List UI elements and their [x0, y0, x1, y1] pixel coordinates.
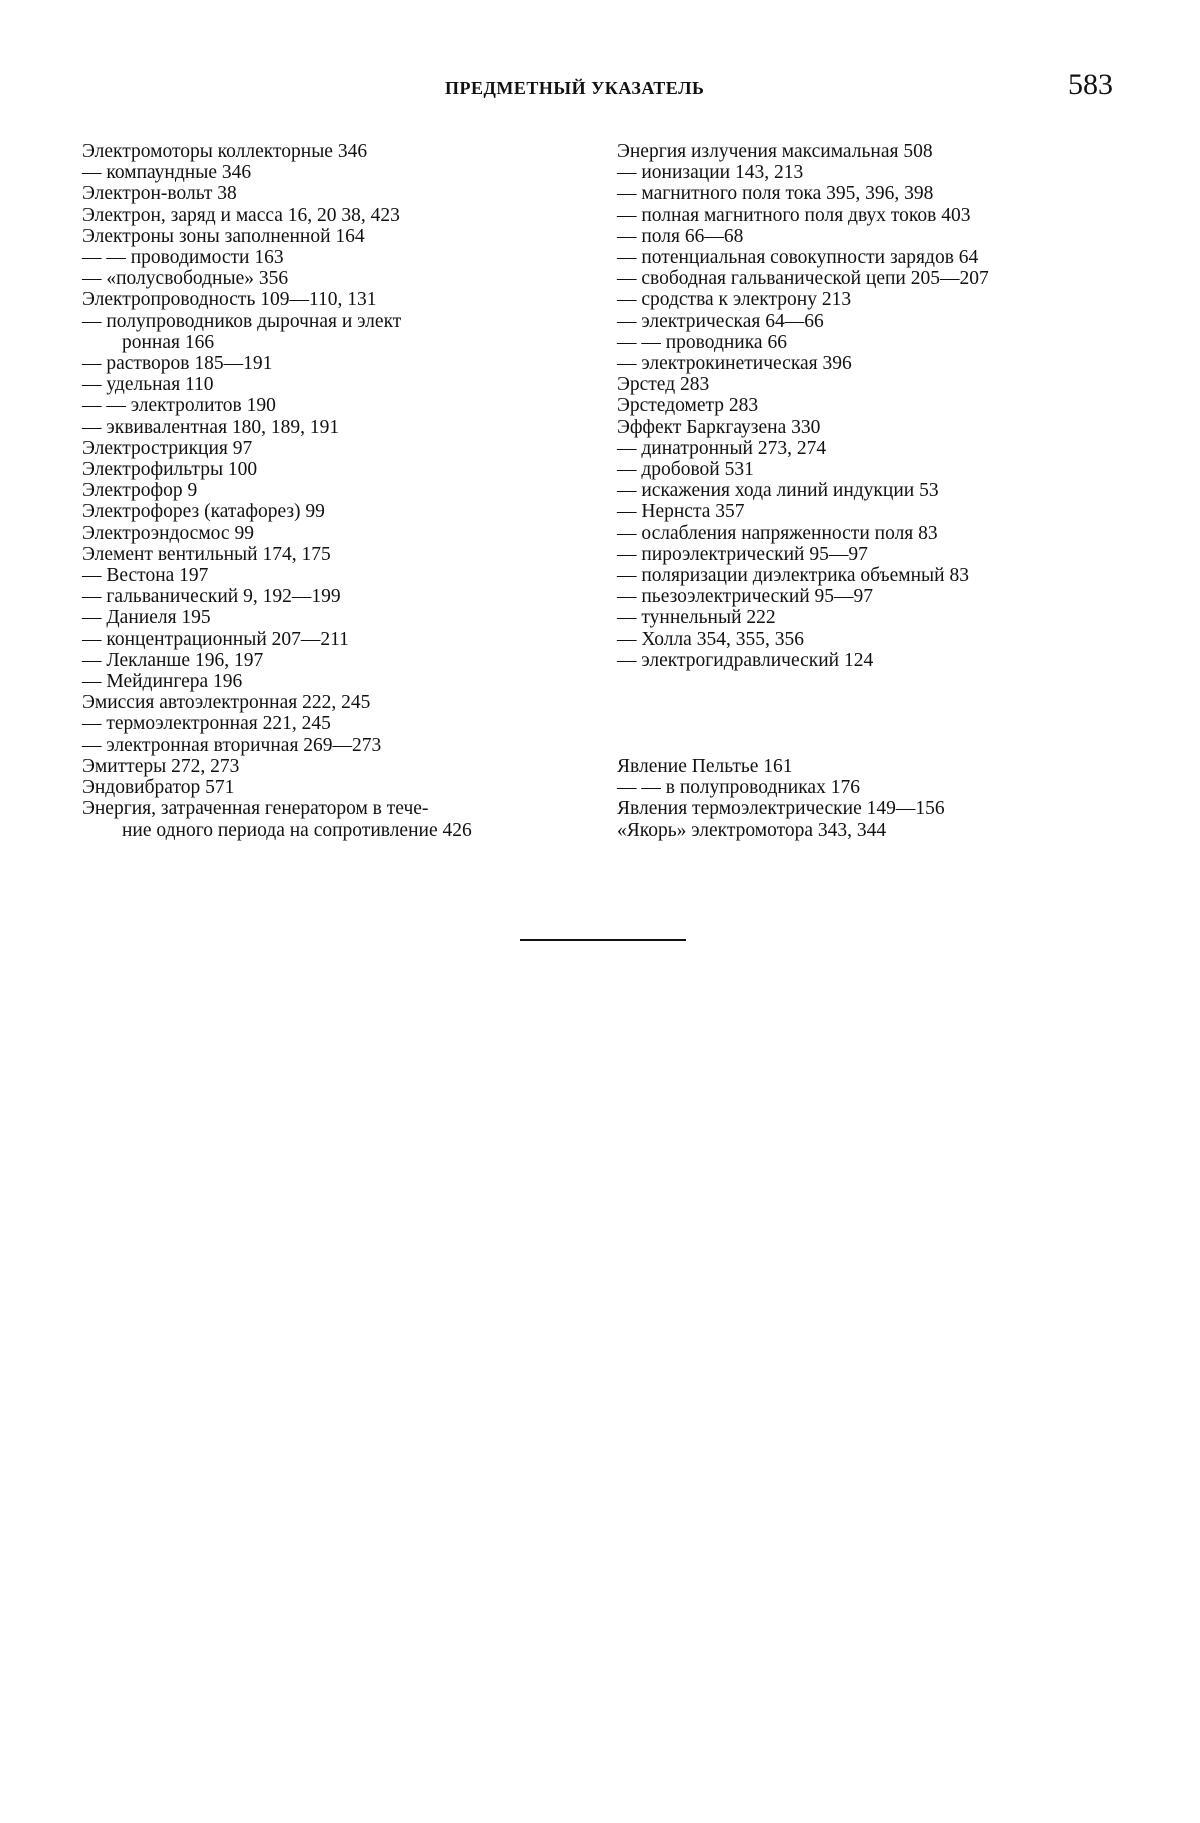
index-entry: Энергия излучения максимальная 508	[617, 141, 933, 162]
index-entry: — ослабления напряженности поля 83	[617, 522, 938, 544]
index-entry: — пироэлектрический 95—97	[617, 543, 868, 565]
index-entry: — электрокинетическая 396	[617, 353, 852, 375]
index-entry: — Нернста 357	[617, 501, 745, 523]
index-entry: Явление Пельтье 161	[617, 756, 793, 778]
index-entry: Электропроводность 109—110, 131	[82, 289, 377, 311]
index-entry: — Лекланше 196, 197	[82, 649, 264, 671]
index-entry: — динатронный 273, 274	[617, 437, 827, 459]
index-entry: — дробовой 531	[617, 459, 754, 481]
index-entry: — — проводимости 163	[82, 247, 284, 269]
index-entry: Электрон, заряд и масса 16, 20 38, 423	[82, 204, 400, 226]
index-entry: — электронная вторичная 269—273	[82, 734, 382, 756]
index-entry: Явления термоэлектрические 149—156	[617, 798, 945, 820]
index-entry: Эрстед 283	[617, 374, 710, 396]
index-column-left	[82, 141, 592, 841]
index-entry: — поля 66—68	[617, 225, 744, 247]
index-entry: — электрогидравлический 124	[617, 649, 874, 671]
index-entry: — свободная гальванической цепи 205—207	[617, 268, 989, 290]
index-entry: — поляризации диэлектрика объемный 83	[617, 565, 969, 587]
index-entry: — эквивалентная 180, 189, 191	[82, 416, 340, 438]
index-entry: Электрон-вольт 38	[82, 183, 237, 205]
index-entry: — компаундные 346	[82, 162, 252, 184]
index-entry: — концентрационный 207—211	[82, 628, 349, 650]
index-entry: Электроны зоны заполненной 164	[82, 225, 365, 247]
index-entry: Эрстедометр 283	[617, 395, 759, 417]
index-entry: Эндовибратор 571	[82, 777, 235, 799]
index-entry: — Холла 354, 355, 356	[617, 628, 804, 650]
index-entry: Эмиссия автоэлектронная 222, 245	[82, 692, 371, 714]
index-entry: — потенциальная совокупности зарядов 64	[617, 247, 979, 269]
index-entry: — — электролитов 190	[82, 395, 276, 417]
section-gap	[617, 671, 1137, 756]
index-entry: «Якорь» электромотора 343, 344	[617, 819, 887, 841]
index-entry: — магнитного поля тока 395, 396, 398	[617, 183, 934, 205]
index-entry: — пьезоэлектрический 95—97	[617, 586, 874, 608]
index-entry: — — проводника 66	[617, 331, 787, 353]
index-entry: — искажения хода линий индукции 53	[617, 480, 939, 502]
index-entry: — растворов 185—191	[82, 353, 273, 375]
index-column-right	[617, 141, 1137, 841]
index-entry: — удельная 110	[82, 374, 214, 396]
index-entry: Эмиттеры 272, 273	[82, 755, 240, 777]
index-entry: — туннельный 222	[617, 607, 776, 629]
index-entry: Электромоторы коллекторные 346	[82, 141, 368, 162]
index-entry: — Вестона 197	[82, 565, 209, 587]
index-entry: Электроэндосмос 99	[82, 522, 254, 544]
index-entry: — сродства к электрону 213	[617, 289, 852, 311]
index-entry-continuation: ронная 166	[122, 331, 215, 353]
index-entry: — гальванический 9, 192—199	[82, 586, 341, 608]
page-number: 583	[1068, 68, 1113, 101]
index-entry: — полная магнитного поля двух токов 403	[617, 204, 971, 226]
index-entry: Элемент вентильный 174, 175	[82, 543, 331, 565]
index-entry: — электрическая 64—66	[617, 310, 824, 332]
index-entry: — «полусвободные» 356	[82, 268, 289, 290]
index-entry-continuation: ние одного периода на сопротивление 426	[122, 819, 472, 841]
index-entry: — ионизации 143, 213	[617, 162, 804, 184]
index-entry: — Даниеля 195	[82, 607, 211, 629]
index-entry: — термоэлектронная 221, 245	[82, 713, 331, 735]
index-entry: Электрофильтры 100	[82, 459, 258, 481]
index-entry: — Мейдингера 196	[82, 671, 243, 693]
index-entry: Эффект Баркгаузена 330	[617, 416, 821, 438]
end-rule	[520, 939, 686, 941]
index-entry: Энергия, затраченная генератором в тече-	[82, 798, 429, 820]
index-entry: Электрофор 9	[82, 480, 198, 502]
index-entry: Электрофорез (катафорез) 99	[82, 501, 325, 523]
index-entry: Электрострикция 97	[82, 437, 253, 459]
index-entry: — — в полупроводниках 176	[617, 777, 860, 799]
page-header	[0, 68, 1200, 108]
index-entry: — полупроводников дырочная и элект	[82, 310, 402, 332]
running-title: ПРЕДМЕТНЫЙ УКАЗАТЕЛЬ	[445, 78, 705, 98]
